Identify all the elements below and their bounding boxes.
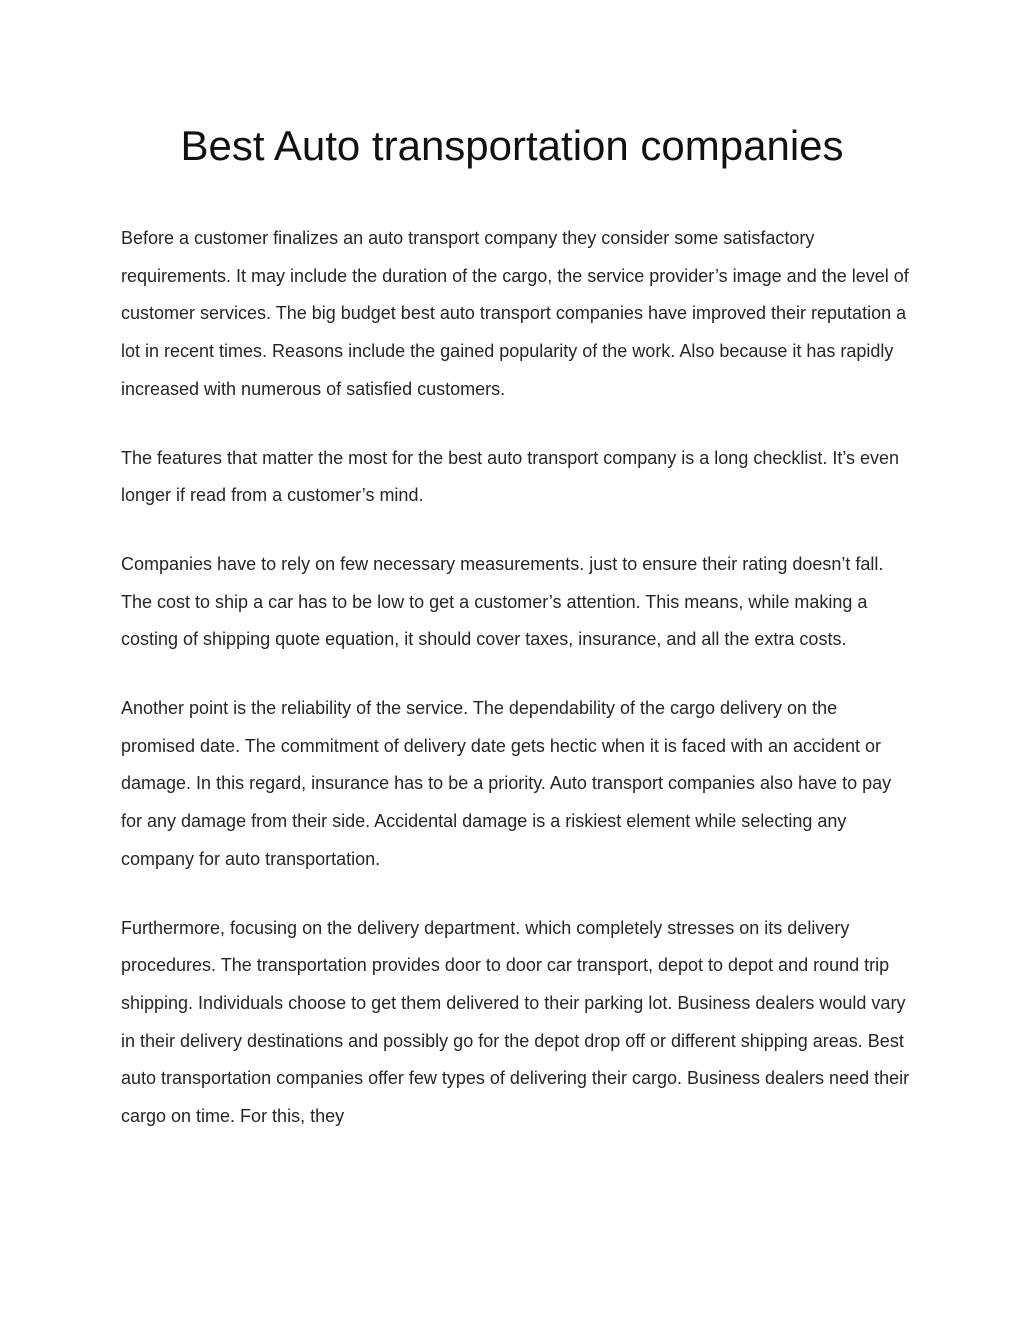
paragraph-2: The features that matter the most for the best auto transport company is a long checklist. It’s even longer if read from a customer’s mind. <box>121 447 900 506</box>
paragraph-4: Another point is the reliability of the service. The dependability of the cargo delivery on the promised date. The commitment of delivery date gets hectic when it is faced with an accident or damage. In this regard, insurance has to be a priority. Auto transport companies also have to pay for any damage from their side. Accidental damage is a riskiest element while selecting any company for auto transportation. <box>121 698 892 869</box>
document-body <box>121 220 911 1167</box>
page-title: Best Auto transportation companies <box>180 122 844 169</box>
paragraph-3: Companies have to rely on few necessary measurements. just to ensure their rating doesn’t fall. The cost to ship a car has to be low to get a customer’s attention. This means, while making a costing of shipping quote equation, it should cover taxes, insurance, and all the extra costs. <box>121 553 884 650</box>
paragraph-1: Before a customer finalizes an auto transport company they consider some satisfactory requirements. It may include the duration of the cargo, the service provider’s image and the level of customer services. The big budget best auto transport companies have improved their reputation a lot in recent times. Reasons include the gained popularity of the work. Also because it has rapidly increased with numerous of satisfied customers. <box>121 228 909 399</box>
paragraph-5: Furthermore, focusing on the delivery department. which completely stresses on its delivery procedures. The transportation provides door to door car transport, depot to depot and round trip shipping. Individuals choose to get them delivered to their parking lot. Business dealers would vary in their delivery destinations and possibly go for the depot drop off or different shipping areas. Best auto transportation companies offer few types of delivering their cargo. Business dealers need their cargo on time. For this, they <box>121 917 910 1127</box>
